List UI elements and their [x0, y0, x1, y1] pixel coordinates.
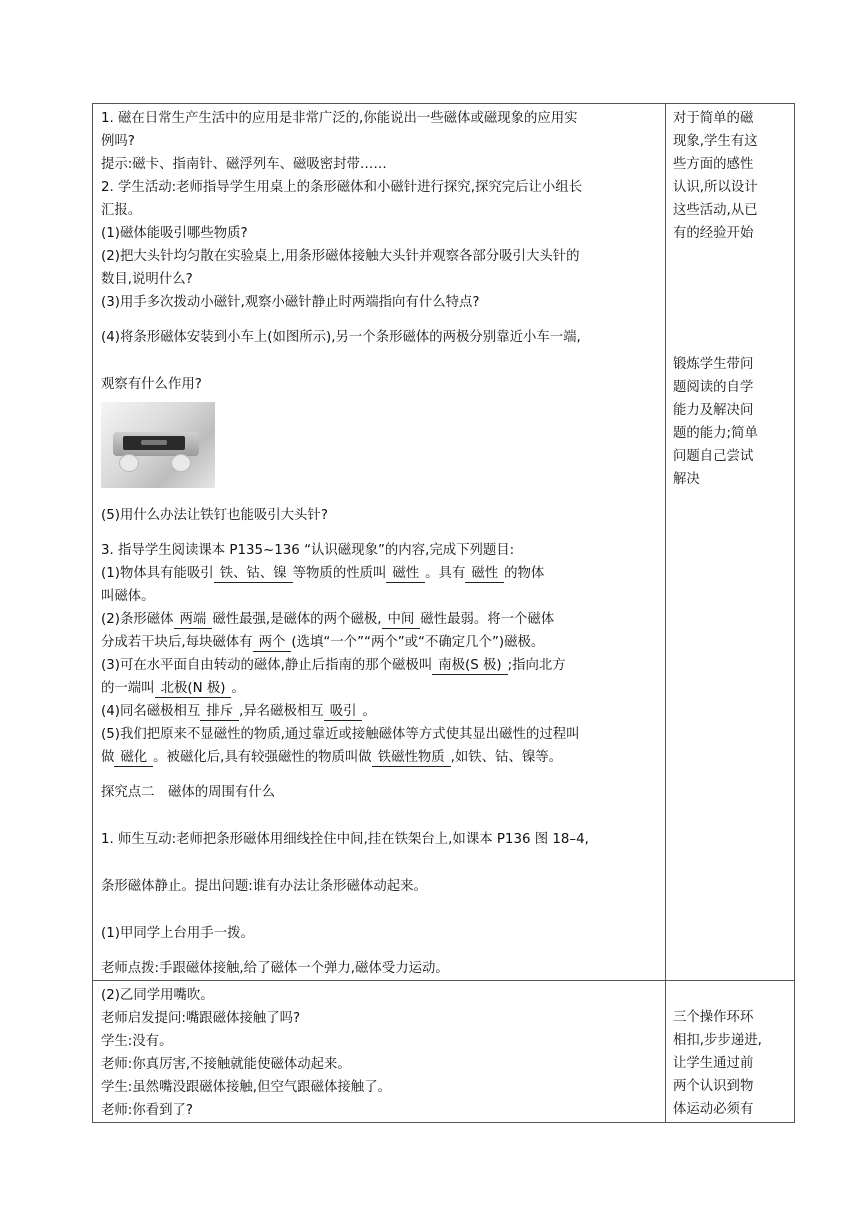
hint-text: 提示:磁卡、指南针、磁浮列车、磁吸密封带……: [101, 157, 387, 172]
activity-cell: [93, 104, 666, 981]
step-3: 老师点拨:手跟磁体接触,给了磁体一个弹力,磁体受力运动。: [101, 961, 449, 976]
question-1-cont: 例吗?: [101, 134, 135, 149]
dialog-line: 老师启发提问:嘴跟磁体接触了吗?: [101, 1011, 301, 1026]
question-2: 2. 学生活动:老师指导学生用桌上的条形磁体和小磁针进行探究,探究完后让小组长: [101, 180, 583, 195]
fill-4: (4)同名磁极相互 排斥 ,异名磁极相互 吸引 。: [101, 704, 376, 719]
fill-1: (1)物体具有能吸引 铁、钴、镍 等物质的性质叫 磁性 。具有 磁性 的物体: [101, 566, 545, 581]
blank: 铁磁性物质: [372, 749, 451, 767]
blank: 南极(S 极): [432, 657, 507, 675]
prompt-2-cont: 数目,说明什么?: [101, 272, 193, 287]
fill-1-cont: 叫磁体。: [101, 589, 155, 604]
blank: 磁性: [465, 565, 504, 583]
prompt-3: (3)用手多次拨动小磁针,观察小磁针静止时两端指向有什么特点?: [101, 295, 480, 310]
dialog-line: 学生:没有。: [101, 1034, 173, 1049]
fill-2: (2)条形磁体 两端 磁性最强,是磁体的两个磁极, 中间 磁性最弱。将一个磁体: [101, 612, 555, 627]
blank: 两个: [253, 634, 292, 652]
fill-5-cont: 做 磁化 。被磁化后,具有较强磁性的物质叫做 铁磁性物质 ,如铁、钴、镍等。: [101, 750, 563, 765]
step-2: (1)甲同学上台用手一拨。: [101, 926, 254, 941]
prompt-5: (5)用什么办法让铁钉也能吸引大头针?: [101, 508, 328, 523]
blank: 磁化: [114, 749, 153, 767]
blank: 中间: [382, 611, 421, 629]
notes-cell: [666, 104, 795, 981]
fill-3: (3)可在水平面自由转动的磁体,静止后指南的那个磁极叫 南极(S 极) ;指向北方: [101, 658, 566, 673]
question-1: 1. 磁在日常生产生活中的应用是非常广泛的,你能说出一些磁体或磁现象的应用实: [101, 111, 578, 126]
blank: 磁性: [386, 565, 425, 583]
table-row: [93, 104, 795, 981]
notes-cell: [666, 981, 795, 1123]
fill-3-cont: 的一端叫 北极(N 极) 。: [101, 681, 245, 696]
dialog-line: 学生:虽然嘴没跟磁体接触,但空气跟磁体接触了。: [101, 1080, 391, 1095]
blank: 北极(N 极): [155, 680, 232, 698]
prompt-4: (4)将条形磁体安装到小车上(如图所示),另一个条形磁体的两极分别靠近小车一端,: [101, 330, 581, 345]
question-3: 3. 指导学生阅读课本 P135~136 “认识磁现象”的内容,完成下列题目:: [101, 543, 515, 558]
note-2: 锻炼学生带问 题阅读的自学 能力及解决问 题的能力;简单 问题自己尝试 解决: [673, 357, 758, 487]
activity-cell: [93, 981, 666, 1123]
dialog-line: 老师:你真厉害,不接触就能使磁体动起来。: [101, 1057, 351, 1072]
prompt-1: (1)磁体能吸引哪些物质?: [101, 226, 248, 241]
prompt-2: (2)把大头针均匀散在实验桌上,用条形磁体接触大头针并观察各部分吸引大头针的: [101, 249, 580, 264]
fill-5: (5)我们把原来不显磁性的物质,通过靠近或接触磁体等方式使其显出磁性的过程叫: [101, 727, 580, 742]
fill-2-cont: 分成若干块后,每块磁体有 两个 (选填“一个”“两个”或“不确定几个”)磁极。: [101, 635, 545, 650]
blank: 两端: [174, 611, 213, 629]
magnet-cart-photo: [101, 402, 215, 488]
step-1: 1. 师生互动:老师把条形磁体用细线拴住中间,挂在铁架台上,如课本 P136 图 18–4,: [101, 832, 589, 847]
lesson-table: [92, 103, 795, 1123]
dialog-line: 老师:你看到了?: [101, 1103, 193, 1118]
dialog-line: (2)乙同学用嘴吹。: [101, 988, 214, 1003]
note-1: 对于简单的磁 现象,学生有这 些方面的感性 认识,所以设计 这些活动,从已 有的经验开始: [673, 111, 758, 241]
prompt-4-cont: 观察有什么作用?: [101, 377, 202, 392]
question-2-cont: 汇报。: [101, 203, 142, 218]
blank: 铁、钴、镍: [214, 565, 293, 583]
section-heading: 探究点二 磁体的周围有什么: [101, 785, 276, 800]
note-3: 三个操作环环 相扣,步步递进, 让学生通过前 两个认识到物 体运动必须有: [673, 1010, 762, 1117]
step-1-cont: 条形磁体静止。提出问题:谁有办法让条形磁体动起来。: [101, 879, 427, 894]
table-row: [93, 981, 795, 1123]
blank: 排斥: [200, 703, 239, 721]
blank: 吸引: [324, 703, 363, 721]
